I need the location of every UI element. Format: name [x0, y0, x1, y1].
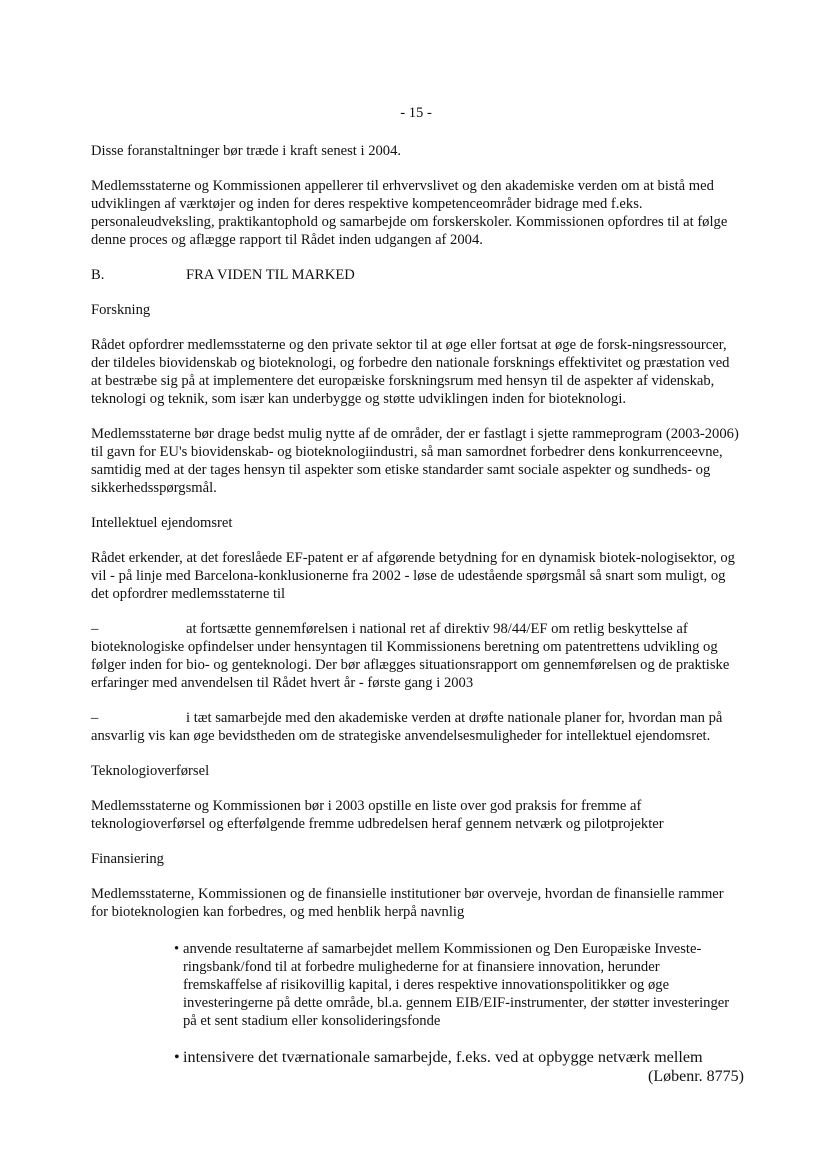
- dash-marker: –: [91, 710, 99, 726]
- section-letter: B.: [91, 267, 105, 283]
- document-body: [91, 142, 741, 1084]
- paragraph-appeal: Medlemsstaterne og Kommissionen appellerer til erhvervslivet og den akademiske verden om at bistå med udviklingen af værktøjer og inden for deres respektive kompetenceområder bidrage med f.eks. personaleudveksling, praktikantophold og samarbejde om forskerskoler. Kommissionen opfordres til at følge denne proces og aflægge rapport til Rådet inden udgangen af 2004.: [91, 178, 728, 248]
- bullet-item-cooperation: • intensivere det tværnationale samarbejde, f.eks. ved at opbygge netværk mellem: [174, 1047, 741, 1067]
- subheading-intellectual-property: Intellektuel ejendomsret: [91, 515, 233, 531]
- bullet-list: [91, 940, 741, 1067]
- subheading-technology-transfer: Teknologioverførsel: [91, 763, 210, 779]
- paragraph-good-practice: Medlemsstaterne og Kommissionen bør i 2003 opstille en liste over god praksis for fremme af teknologioverførsel og efterfølgende fremme udbredelsen heraf gennem netværk og pilotprojekter: [91, 798, 664, 832]
- dash-item-text: at fortsætte gennemførelsen i national ret af direktiv 98/44/EF om retlig beskyttelse af bioteknologiske opfindelser under hensyntagen til Kommissionens beretning om patentrettens udvikling og følger inden for bio- og genteknologi. Der bør aflægges situationsrapport om gennemførelsen og de praktiske erfaringer med anvendelsen til Rådet hvert år - første gang i 2003: [91, 621, 730, 691]
- dash-item-text: i tæt samarbejde med den akademiske verden at drøfte nationale planer for, hvordan man på ansvarlig vis kan øge bevidstheden om de strategiske anvendelsesmuligheder for intellektuel ejendomsret.: [91, 710, 723, 744]
- dash-marker: –: [91, 621, 99, 637]
- bullet-item-eib: • anvende resultaterne af samarbejdet mellem Kommissionen og Den Europæiske Investe-ringsbank/fond til at forbedre mulighederne for at finansiere innovation, herunder fremskaffelse af risikovillig kapital, i deres respektive innovationspolitikker og øge investeringerne på dette område, bl.a. gennem EIB/EIF-instrumenter, der støtter investeringer på et sent stadium eller konsolideringsfonde: [174, 940, 741, 1030]
- section-title: FRA VIDEN TIL MARKED: [186, 267, 355, 283]
- paragraph-research-resources: Rådet opfordrer medlemsstaterne og den private sektor til at øge eller fortsat at øge de forsk-ningsressourcer, der tildeles biovidenskab og bioteknologi, og forbedre den nationale forsknings effektivitet og præstation ved at bestræbe sig på at implementere det europæiske forskningsrum med hensyn til de aspekter af videnskab, teknologi og teknik, som især kan underbygge og støtte udviklingen inden for bioteknologi.: [91, 337, 730, 407]
- paragraph-framework-programme: Medlemsstaterne bør drage bedst mulig nytte af de områder, der er fastlagt i sjette rammeprogram (2003-2006) til gavn for EU's biovidenskab- og bioteknologiindustri, så man samordnet forbedrer dens konkurrenceevne, samtidig med at der tages hensyn til aspekter som etiske standarder samt sociale aspekter og sundheds- og sikkerhedsspørgsmål.: [91, 426, 739, 496]
- section-heading: [91, 266, 741, 284]
- dash-item-directive: [91, 620, 741, 692]
- dash-item-national-plans: [91, 709, 741, 745]
- paragraph-measures-deadline: Disse foranstaltninger bør træde i kraft senest i 2004.: [91, 143, 402, 159]
- subheading-research: Forskning: [91, 302, 151, 318]
- paragraph-ec-patent: Rådet erkender, at det foreslåede EF-patent er af afgørende betydning for en dynamisk biotek-nologisektor, og vil - på linje med Barcelona-konklusionerne fra 2002 - løse de udestående spørgsmål så snart som muligt, og det opfordrer medlemsstaterne til: [91, 550, 735, 602]
- document-reference-number: (Løbenr. 8775): [648, 1068, 744, 1085]
- page-number: - 15 -: [400, 105, 432, 121]
- paragraph-financial-framework: Medlemsstaterne, Kommissionen og de finansielle institutioner bør overveje, hvordan de finansielle rammer for bioteknologien kan forbedres, og med henblik herpå navnlig: [91, 886, 724, 920]
- subheading-financing: Finansiering: [91, 851, 164, 867]
